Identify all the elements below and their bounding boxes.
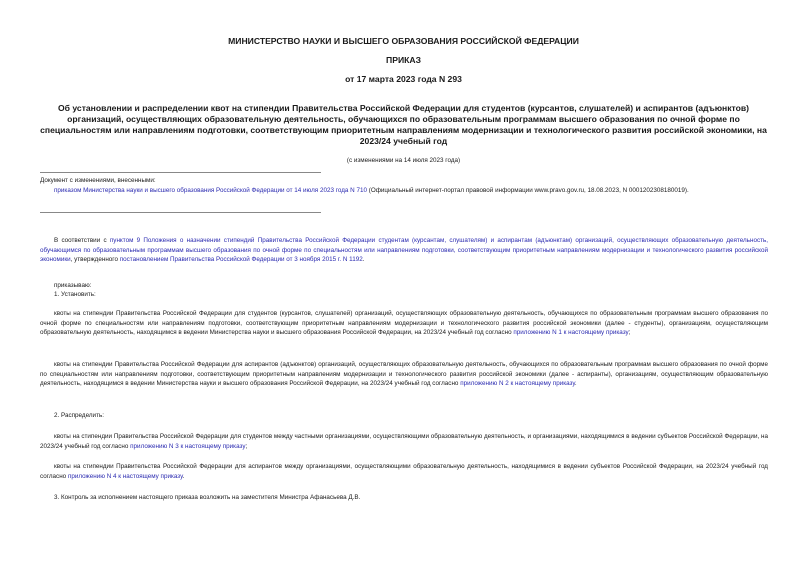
item1-b-text: квоты на стипендии Правительства Российской Федерации для аспирантов (адъюнктов) организаций, осуществляющих образовательную деятельность, обучающихся по образовательным программам высшего образования по очной форме по специальностям или направлениям подготовки, соответствующим приоритетным направлениям модернизации и технологического развития российской экономики (далее - аспиранты), организациям, осуществляющим образовательную деятельность, находящимся в ведении Министерства науки и высшего образования Российской Федерации, на 2023/24 учебный год согласно <box>40 361 768 387</box>
preamble-text-1: В соответствии с <box>54 237 110 244</box>
preamble-text-2: , утвержденного <box>70 256 120 263</box>
item1-a-end: ; <box>628 329 631 336</box>
appendix2-link[interactable]: приложению N 2 к настоящему приказу <box>460 380 575 387</box>
preamble-paragraph <box>40 236 768 265</box>
amendments-top-rule <box>40 172 321 173</box>
amendments-note <box>40 186 768 196</box>
item1-paragraph-b <box>40 360 768 389</box>
item1-heading: 1. Установить: <box>54 291 96 298</box>
ministry-heading: МИНИСТЕРСТВО НАУКИ И ВЫСШЕГО ОБРАЗОВАНИЯ РОССИЙСКОЙ ФЕДЕРАЦИИ <box>228 36 579 46</box>
amendments-heading-text: Документ с изменениями, внесенными: <box>40 177 156 184</box>
item2-heading: 2. Распределить: <box>54 412 104 419</box>
item1-b-end: . <box>574 380 577 387</box>
document-title: Об установлении и распределении квот на стипендии Правительства Российской Федерации для студентов (курсантов, слушателей) и аспирантов (адъюнктов) организаций, осуществляющих образовательную деятельность, обучающихся по образовательным программам высшего образования по очной форме по специальностям или направлениям подготовки, соответствующим приоритетным направлениям модернизации и технологического развития российской экономики, на 2023/24 учебный год <box>40 103 767 146</box>
preamble-text-3: . <box>362 256 365 263</box>
item2-a-end: ; <box>245 442 248 450</box>
appendix3-link[interactable]: приложению N 3 к настоящему приказу <box>130 442 246 450</box>
doc-date-number: от 17 марта 2023 года N 293 <box>345 74 462 84</box>
item2-b-end: . <box>182 472 185 480</box>
amendment-order-source: (Официальный интернет-портал правовой информации www.pravo.gov.ru, 18.08.2023, N 0001202308180019). <box>366 187 689 194</box>
orders-word: приказываю: <box>54 282 92 289</box>
item3-paragraph: 3. Контроль за исполнением настоящего приказа возложить на заместителя Министра Афанасьева Д.В. <box>54 494 361 501</box>
item2-paragraph-b <box>40 462 768 481</box>
changes-note: (с изменениями на 14 июля 2023 года) <box>346 157 461 164</box>
item2-a-text: квоты на стипендии Правительства Российской Федерации для студентов между частными организациями, осуществляющими образовательную деятельность, и организациями, находящимися в ведении субъектов Российской Федерации, на 2023/24 учебный год согласно <box>40 433 768 450</box>
appendix4-link[interactable]: приложению N 4 к настоящему приказу <box>67 472 183 480</box>
item2-paragraph-a <box>40 432 768 451</box>
amendments-heading <box>40 176 768 186</box>
item2-b-text: квоты на стипендии Правительства Российской Федерации для аспирантов между организациями, осуществляющими образовательную деятельность, находящимися в ведении субъектов Российской Федерации, на 2023/24 учебный год согласно <box>40 463 768 480</box>
item1-a-text: квоты на стипендии Правительства Российской Федерации для студентов (курсантов, слушателей) организаций, осуществляющих образовательную деятельность, обучающихся по образовательным программам высшего образования по очной форме по специальностям или направлениям подготовки, соответствующим приоритетным направлениям модернизации и технологического развития российской экономики (далее - студенты), организациям, осуществляющим образовательную деятельность, находящимся в ведении Министерства науки и высшего образования Российской Федерации, на 2023/24 учебный год согласно <box>40 310 768 336</box>
amendments-bottom-rule <box>40 212 321 213</box>
doc-type-heading: ПРИКАЗ <box>386 55 421 65</box>
item1-paragraph-a <box>40 309 768 338</box>
resolution-link[interactable]: постановлением Правительства Российской Федерации от 3 ноября 2015 г. N 1192 <box>119 256 363 263</box>
appendix1-link[interactable]: приложению N 1 к настоящему приказу <box>513 329 629 336</box>
regulation-link[interactable]: пунктом 9 Положения о назначении стипендий Правительства Российской Федерации студентам (курсантам, слушателям) и аспирантам (адъюнктам) организаций, осуществляющих образовательную деятельность, обучающимся по образовательным программам высшего образования по очной форме по специальностям или направлениям подготовки, соответствующим приоритетным направлениям модернизации и технологического развития российской экономики <box>40 237 769 263</box>
amendment-order-link[interactable]: приказом Министерства науки и высшего образования Российской Федерации от 14 июля 2023 года N 710 <box>54 187 367 194</box>
